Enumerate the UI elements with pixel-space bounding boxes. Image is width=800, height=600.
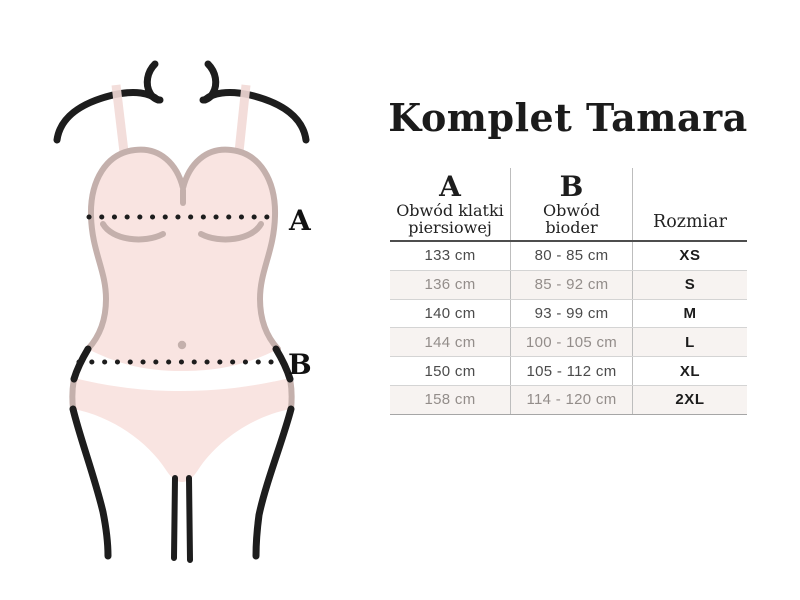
size-row-2xl <box>390 386 747 415</box>
hips-value: 105 - 112 cm <box>510 357 632 385</box>
chest-value: 140 cm <box>424 304 476 322</box>
hips-value: 114 - 120 cm <box>510 386 632 414</box>
size-value: 2XL <box>632 386 747 414</box>
hips-label-line2: bioder <box>545 218 598 237</box>
size-row-xl <box>390 357 747 386</box>
chest-value: 144 cm <box>424 333 476 351</box>
size-row-xs <box>390 242 747 271</box>
shoulder-lines <box>57 64 306 140</box>
lingerie-measurement-diagram <box>0 0 360 600</box>
left-neck-line <box>147 64 160 100</box>
size-row-s <box>390 271 747 300</box>
column-header-chest <box>390 168 510 240</box>
page-title: Komplet Tamara <box>388 95 748 140</box>
chest-value: 136 cm <box>424 276 476 294</box>
measure-label-a: A <box>289 204 311 237</box>
right-shoulder-line <box>205 93 306 140</box>
left-briefs-side <box>72 379 74 409</box>
chest-label-line1: Obwód klatki <box>396 201 504 220</box>
size-value: XS <box>632 242 747 270</box>
navel-dot <box>178 341 186 349</box>
size-value: L <box>632 328 747 356</box>
size-row-m <box>390 300 747 329</box>
size-row-l <box>390 328 747 357</box>
hips-label-line1: Obwód <box>543 201 600 220</box>
left-shoulder-line <box>57 93 158 140</box>
chest-value: 150 cm <box>424 362 476 380</box>
left-leg-line <box>73 409 108 556</box>
briefs-fill <box>72 378 293 482</box>
column-letter-b: B <box>559 170 584 203</box>
size-table-header <box>390 168 747 242</box>
size-value: M <box>632 300 747 328</box>
size-value: S <box>632 271 747 299</box>
hips-value: 80 - 85 cm <box>510 242 632 270</box>
hips-value: 93 - 99 cm <box>510 300 632 328</box>
hips-value: 100 - 105 cm <box>510 328 632 356</box>
hips-value: 85 - 92 cm <box>510 271 632 299</box>
left-hip-line <box>74 349 88 379</box>
column-header-hips <box>510 168 632 240</box>
measure-label-b: B <box>288 348 312 381</box>
right-inner-thigh-line <box>189 478 190 560</box>
size-label: Rozmiar <box>653 212 727 232</box>
left-inner-thigh-line <box>174 478 175 558</box>
column-letter-a: A <box>439 170 461 203</box>
column-header-size <box>632 168 747 240</box>
chest-value: 133 cm <box>424 247 476 265</box>
chest-value: 158 cm <box>424 391 476 409</box>
size-value: XL <box>632 357 747 385</box>
right-briefs-side <box>290 379 292 409</box>
chest-label-line2: piersiowej <box>408 218 492 237</box>
right-leg-line <box>256 409 291 556</box>
size-table <box>390 168 747 415</box>
